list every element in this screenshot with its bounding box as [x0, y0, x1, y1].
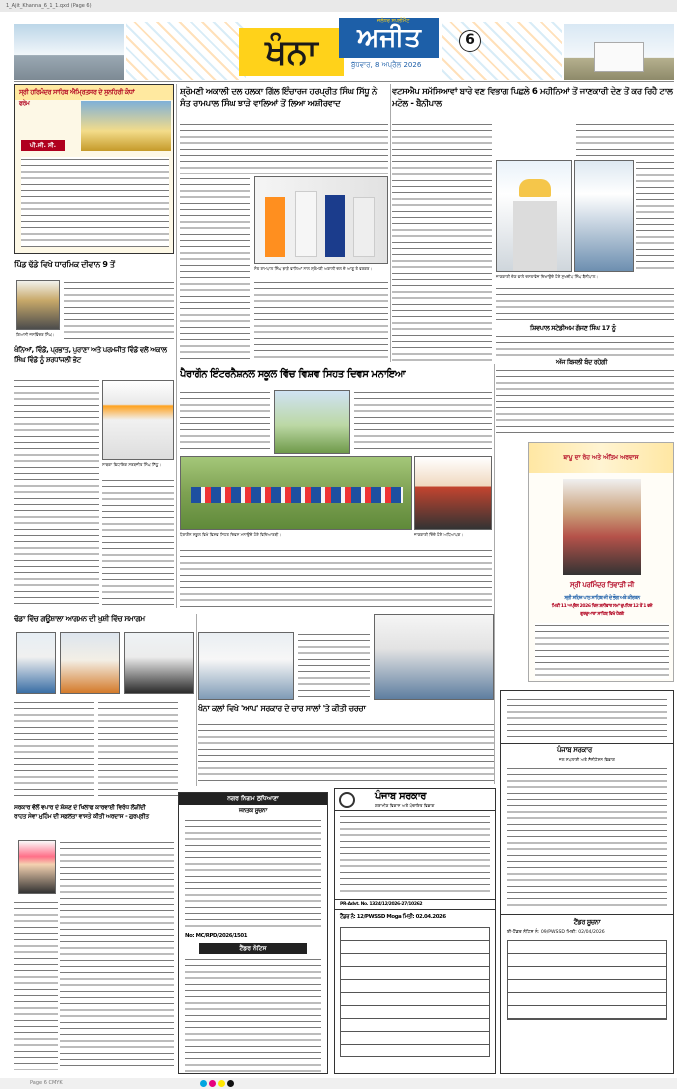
- left-top-ad: [14, 84, 174, 254]
- municipal-ad-body: [185, 818, 321, 928]
- paragon-body-right: [354, 390, 492, 454]
- paragon-body-left: [180, 390, 270, 454]
- story-tribute-body-right: [102, 478, 174, 608]
- akali-dal-intro: [180, 122, 388, 174]
- municipal-ad: [178, 792, 328, 1074]
- punjab-ad-heading: ਪੰਜਾਬ ਸਰਕਾਰ: [375, 791, 427, 802]
- akali-dal-photo: [254, 176, 388, 264]
- giani-photo-caption: ਗਿਆਨੀ ਜਸਵਿੰਦਰ ਸਿੰਘ।: [16, 332, 55, 337]
- aap-photo-right: [374, 614, 494, 700]
- story-tribute-body-left: [14, 378, 99, 608]
- forest-dept-body-bottom: [496, 286, 674, 320]
- paragon-school-headline: ਪੈਰਾਗੌਨ ਇੰਟਰਨੈਸ਼ਨਲ ਸਕੂਲ ਵਿੱਚ ਵਿਸ਼ਵ ਸਿਹਤ ਦਿਵਸ ਮਨਾਇਆ: [180, 369, 406, 380]
- municipal-ad-heading: ਨਗਰ ਨਿਗਮ ਲੁਧਿਆਣਾ: [179, 793, 327, 805]
- left-ad-body: [21, 157, 169, 247]
- color-registration-dots: [200, 1080, 234, 1087]
- benipal-photo-right: [574, 160, 634, 272]
- right-ad-heading: ਪੰਜਾਬ ਸਰਕਾਰ: [557, 746, 592, 754]
- gaushala-photo-2: [60, 632, 120, 694]
- tribute-line1: ਸ੍ਰੀ ਸਹਿਜ ਪਾਠ ਸਾਹਿਬ ਜੀ ਦੇ ਭੋਗ ਅਤੇ ਕੀਰਤਨ: [564, 596, 640, 601]
- gaushala-photo-3: [124, 632, 194, 694]
- benipal-photo-left: [496, 160, 572, 272]
- tribute-ad: [528, 442, 674, 682]
- paragon-caption-right: ਜਾਣਕਾਰੀ ਦਿੰਦੇ ਹੋਏ ਅਧਿਆਪਕ।: [414, 532, 464, 537]
- power-cut-headline: ਅੱਜ ਬਿਜਲੀ ਬੰਦ ਰਹੇਗੀ: [556, 358, 608, 366]
- gaushala-headline: ਢੱਡਾ ਵਿੱਚ ਗਊਸ਼ਾਲਾ ਆਗਮਨ ਦੀ ਖੁਸ਼ੀ ਵਿੱਚ ਸਮਾਗਮ: [14, 614, 145, 623]
- punjab-ad-sub: ਗਰਾਮੀਣ ਵਿਕਾਸ ਅਤੇ ਪੰਚਾਇਤ ਵਿਭਾਗ: [375, 803, 435, 808]
- akali-dal-headline: ਸ਼੍ਰੋਮਣੀ ਅਕਾਲੀ ਦਲ ਹਲਕਾ ਗਿੱਲ ਇੰਚਾਰਜ ਹਰਪ੍ਰੀਤ ਸਿੰਘ ਸਿੱਧੂ ਨੇ ਸੰਤ ਰਾਮਪਾਲ ਸਿੰਘ ਝਾੜੇ ਵਾਲਿਆਂ ਤੋਂ ਲਿਆ ਅਸ਼ੀਰਵਾਦ: [180, 87, 377, 109]
- punjab-ad-body: [340, 814, 490, 896]
- golden-temple-image: [81, 101, 171, 151]
- benipal-photo-caption: ਜਾਣਕਾਰੀ ਦੇਣ ਵਾਲੇ ਦਸਤਾਵੇਜ਼ ਦਿਖਾਉਂਦੇ ਹੋਏ ਸੁਖਦੀਪ ਸਿੰਘ ਬੈਨੀਪਾਲ।: [496, 274, 598, 279]
- municipal-ad-sub: ਜਨਤਕ ਸੂਚਨਾ: [239, 807, 267, 814]
- masthead-title: [239, 18, 475, 82]
- rahat-body-left: [14, 900, 58, 1070]
- issue-date: ਬੁੱਧਵਾਰ, 8 ਅਪ੍ਰੈਲ 2026: [351, 61, 422, 69]
- gaushala-body-left: [14, 700, 94, 800]
- paragon-photo-right: [414, 456, 492, 530]
- right-govt-ad: [500, 690, 674, 1074]
- stadium-headline: ਸ਼ਿਵਪਾਲ ਸਟੇਡੀਅਮ ਗੱਜਣ ਸਿੰਘ 17 ਨੂੰ: [530, 324, 616, 332]
- tribute-family-list: [535, 623, 669, 679]
- aap-body-top: [298, 632, 370, 700]
- paragon-body-bottom: [180, 548, 492, 608]
- tribute-photo: [102, 380, 174, 460]
- file-info-text: 1_Ajit_Khanna_6_1_1.qxd (Page 6): [6, 3, 92, 9]
- left-ad-heading: ਸ੍ਰੀ ਹਰਿਮੰਦਰ ਸਾਹਿਬ ਐਮ੍ਰਿਤਸਰ ਦੇ ਸੁਨਹਿਰੀ ਕੰਧਾਂ: [15, 85, 173, 100]
- footer-file-info: Page 6 CMYK: [30, 1080, 63, 1086]
- forest-dept-headline: ਵਟਸਐਪ ਸਮੱਸਿਆਵਾਂ ਬਾਰੇ ਵਣ ਵਿਭਾਗ ਪਿਛਲੇ 6 ਮਹੀਨਿਆਂ ਤੋਂ ਜਾਣਕਾਰੀ ਦੇਣ ਤੋਂ ਕਰ ਰਿਹੈ ਟਾਲ ਮਟੋਲ - ਬੈਨੀਪਾਲ: [392, 87, 673, 109]
- gurpreet-photo: [18, 840, 56, 894]
- paragon-photo-main: [180, 456, 412, 530]
- masthead-left-photo: [14, 24, 124, 80]
- aap-body: [198, 722, 494, 784]
- forest-dept-body-top-right: [576, 122, 674, 158]
- giani-photo: [16, 280, 60, 330]
- masthead-right-photo: [564, 24, 674, 80]
- tribute-ad-heading: ਬਾਪੂ ਦਾ ਰੋਹ ਅਤੇ ਅੰਤਿਮ ਅਰਦਾਸ: [529, 443, 673, 473]
- right-tender-line: ਈ-ਟੈਂਡਰ ਨੋਟਿਸ ਨੰ: 09/PWSSD ਮਿਤੀ: 02/04/2026: [507, 930, 605, 935]
- punjab-ad-adv: PR-Advt. No. 1324/12/2026-27/10262: [335, 899, 495, 909]
- akali-dal-photo-caption: ਸੰਤ ਰਾਮਪਾਲ ਸਿੰਘ ਝਾੜੇ ਵਾਲਿਆਂ ਨਾਲ ਸ਼੍ਰੋਮਣੀ ਅਕਾਲੀ ਦਲ ਦੇ ਆਗੂ ਤੇ ਵਰਕਰ।: [254, 266, 373, 271]
- title-ajit: ਅਜੀਤ: [339, 18, 439, 58]
- forest-dept-body-narrow: [636, 160, 674, 272]
- right-ad-sub: ਜਲ ਸਪਲਾਈ ਅਤੇ ਸੈਨੀਟੇਸ਼ਨ ਵਿਭਾਗ: [559, 757, 615, 762]
- municipal-tender-body: [185, 957, 321, 1074]
- right-ad-body: [507, 766, 667, 906]
- tribute-line2: ਮਿਤੀ 11 ਅਪ੍ਰੈਲ 2026 ਦਿਨ ਸ਼ਨੀਵਾਰ ਸਮਾਂ ਦੁਪਹਿਰ 12 ਤੋਂ 1 ਵਜੇ: [551, 604, 653, 609]
- masthead: [14, 14, 674, 80]
- paragon-photo-top-left: [274, 390, 350, 454]
- rahat-headline: ਰਾਹਤ ਸੇਵਾ ਮੁਹਿੰਮ ਦੀ ਸਫ਼ਲਤਾ ਵਾਸਤੇ ਕੀਤੀ ਅਰਦਾਸ - ਗੁਰਪ੍ਰੀਤ: [14, 812, 149, 820]
- forest-dept-body-left: [392, 122, 492, 362]
- rahat-body-right: [60, 840, 174, 1070]
- aap-headline: ਖੰਨਾ ਕਲਾਂ ਵਿਖੇ 'ਆਪ' ਸਰਕਾਰ ਦੇ ਚਾਰ ਸਾਲਾਂ 'ਤੇ ਕੀਤੀ ਚਰਚਾ: [198, 704, 366, 713]
- right-ad-list-top: [507, 697, 667, 737]
- power-cut-body: [496, 368, 674, 438]
- municipal-ad-ref: No: MC/RPD/2026/1501: [185, 933, 248, 939]
- gaushala-photo-1: [16, 632, 56, 694]
- left-ad-sub: ਫਰੇਮ: [19, 100, 30, 107]
- story-tribute-headline: ਖੰਨਿਆਂ, ਵਿੰਡੋ, ਪ੍ਰਭਾਤ, ਪੁਰਾਣਾ ਅਤੇ ਪਰਮਜੀਤ ਵਿੰਡੋ ਵਲੋਂ ਅਕਾਲ ਸਿੰਘ ਵਿੰਡੋ ਨੂੰ ਸ਼ਰਧਾਂਜਲੀ ਭੇਟ: [14, 346, 167, 364]
- title-supplement: ਜਲੰਧਰ ਸਪਲੀਮੈਂਟ: [377, 18, 410, 24]
- story-dhadde-body: [64, 280, 174, 340]
- tribute-name: ਸ੍ਰੀ ਪਰਮਿੰਦਰ ਤਿਵਾੜੀ ਜੀ: [570, 581, 634, 589]
- left-ad-badge: ਪੀ.ਜੀ. ਸੀ.: [21, 140, 65, 151]
- municipal-tender-heading: ਟੈਂਡਰ ਨੋਟਿਸ: [199, 943, 307, 954]
- right-tender-heading: ਟੈਂਡਰ ਸੂਚਨਾ: [573, 918, 601, 926]
- punjab-ad-table: [340, 927, 490, 1057]
- stadium-body: [496, 334, 674, 356]
- govt-protest-headline: ਸਰਕਾਰ ਵੱਲੋਂ ਵਪਾਰ ਦੇ ਸ਼ੋਸ਼ਣ ਦੇ ਖਿਲਾਫ ਕਾਰਵਾਈ ਵਿਰੋਧ ਲੋੜੀਂਦੀ: [14, 804, 146, 811]
- punjab-ad-tender: ਟੈਂਡਰ ਨੰ: 12/PWSSD Moga ਮਿਤੀ: 02.04.2026: [335, 909, 495, 925]
- tribute-photo-caption: ਸਾਬਕਾ ਵਿਧਾਇਕ ਸਰਬਜੀਤ ਸਿੰਘ ਸਿੱਧੂ।: [102, 462, 162, 467]
- tribute-line3: ਗੁਰਦੁਆਰਾ ਸਾਹਿਬ ਵਿਖੇ ਹੋਣਗੇ: [580, 612, 624, 617]
- right-tender-table: [507, 940, 667, 1020]
- footer-bar: [0, 1078, 677, 1089]
- masthead-pattern-left: [126, 22, 246, 80]
- aap-photo: [198, 632, 294, 700]
- paragon-caption-left: ਪੈਰਾਗੌਨ ਸਕੂਲ ਵਿਖੇ ਵਿਸ਼ਵ ਸਿਹਤ ਦਿਵਸ ਮਨਾਉਂਦੇ ਹੋਏ ਵਿਦਿਆਰਥੀ।: [180, 532, 282, 537]
- tribute-portrait: [563, 479, 641, 575]
- file-info-bar: [0, 0, 677, 12]
- akali-dal-body-left: [180, 176, 250, 360]
- gaushala-body-mid: [98, 700, 178, 800]
- page-number: 6: [459, 30, 481, 52]
- akali-dal-body-right: [254, 280, 388, 360]
- title-khanna: ਖੰਨਾ: [239, 28, 344, 76]
- punjab-govt-ad: [334, 788, 496, 1074]
- story-dhadde-headline: ਪਿੰਡ ਢੱਡੇ ਵਿਖੇ ਧਾਰਮਿਕ ਦੀਵਾਨ 9 ਤੋਂ: [14, 260, 115, 269]
